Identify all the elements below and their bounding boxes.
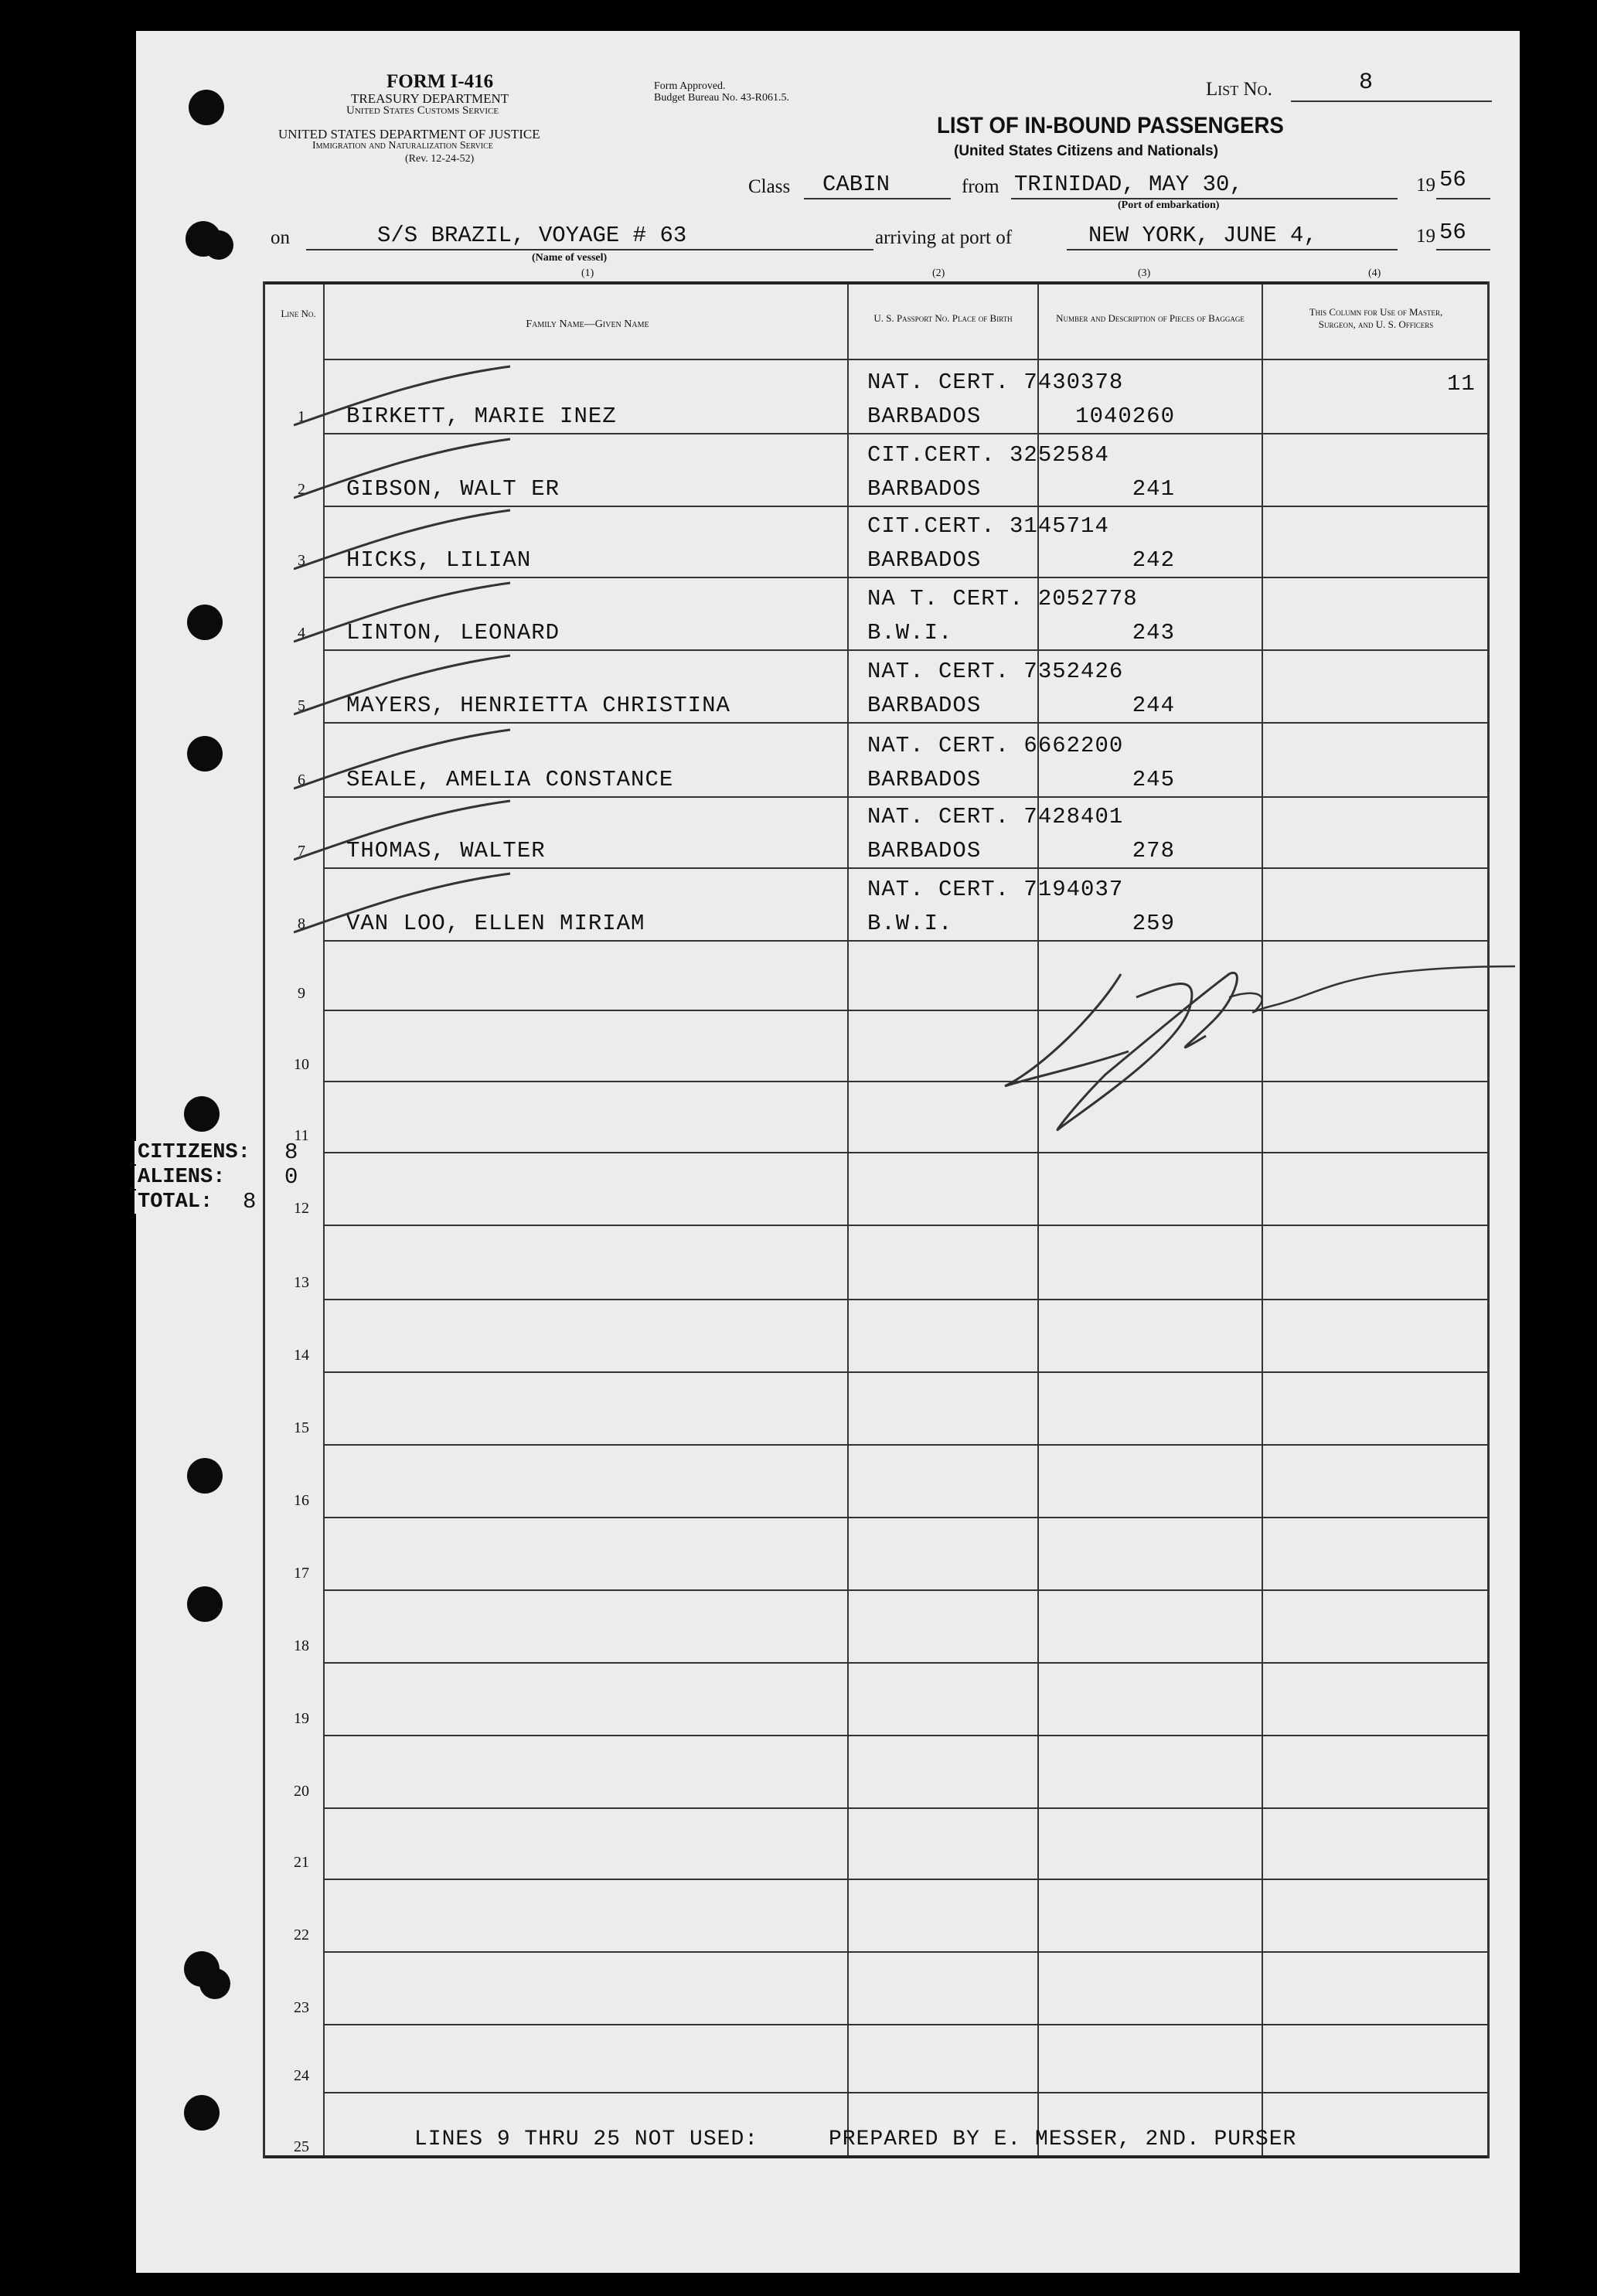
line-number: 11 [294, 1127, 309, 1144]
passenger-name: THOMAS, WALTER [346, 838, 546, 864]
list-no-label: List No. [1206, 79, 1272, 100]
header-baggage: Number and Description of Pieces of Baggage [1056, 312, 1245, 324]
passenger-name: GIBSON, WALT ER [346, 476, 560, 502]
vessel-caption: (Name of vessel) [532, 252, 608, 264]
line-number: 20 [294, 1783, 309, 1800]
binder-hole [204, 230, 233, 260]
line-number: 3 [298, 552, 305, 569]
table-bottom-border [263, 2155, 1489, 2158]
line-number: 25 [294, 2138, 309, 2155]
list-no-underline [1291, 100, 1492, 102]
entry-check-stroke [294, 874, 510, 932]
from-label: from [962, 176, 999, 197]
prepared-by: PREPARED BY E. MESSER, 2ND. PURSER [829, 2127, 1297, 2151]
year-2: 56 [1439, 220, 1466, 245]
col-number-2: (2) [932, 267, 945, 279]
passenger-name: VAN LOO, ELLEN MIRIAM [346, 911, 645, 936]
customs-service: United States Customs Service [346, 104, 499, 117]
year-prefix-2: 19 [1416, 226, 1435, 247]
baggage-number: 244 [1132, 693, 1175, 718]
port-caption: (Port of embarkation) [1118, 199, 1220, 211]
arriving-label: arriving at port of [875, 227, 1013, 248]
row-rule [323, 2024, 1487, 2025]
lines-not-used: LINES 9 THRU 25 NOT USED: [414, 2127, 759, 2151]
list-no-value: 8 [1359, 70, 1374, 96]
baggage-number: 242 [1132, 547, 1175, 573]
line-number: 21 [294, 1854, 309, 1871]
line-number: 6 [298, 772, 305, 789]
line-number: 5 [298, 697, 305, 714]
on-label: on [271, 227, 290, 248]
year-2-underline [1436, 249, 1490, 250]
passport-cert: NA T. CERT. 2052778 [867, 586, 1138, 611]
col-number-4: (4) [1368, 267, 1381, 279]
form-subtitle: (United States Citizens and Nationals) [954, 143, 1219, 159]
class-value: CABIN [822, 172, 890, 197]
passenger-name: BIRKETT, MARIE INEZ [346, 404, 617, 429]
row-rule [323, 1951, 1487, 1953]
entry-check-stroke [294, 801, 510, 860]
entry-check-stroke [294, 583, 510, 642]
row-rule [323, 1444, 1487, 1446]
passport-cert: NAT. CERT. 7430378 [867, 370, 1124, 395]
line-number: 22 [294, 1926, 309, 1943]
header-passport: U. S. Passport No. Place of Birth [873, 312, 1013, 324]
col-number-3: (3) [1138, 267, 1151, 279]
place-of-birth: B.W.I. [867, 911, 953, 936]
entry-check-stroke [294, 510, 510, 569]
aliens-count: 0 [284, 1164, 298, 1190]
row-rule [323, 1371, 1487, 1373]
line-number: 2 [298, 481, 305, 498]
entry-check-stroke [294, 366, 510, 425]
year-1-underline [1436, 198, 1490, 199]
col-divider-baggage [1262, 284, 1263, 2155]
citizens-count: 8 [284, 1139, 298, 1165]
line-number: 19 [294, 1710, 309, 1727]
line-number: 24 [294, 2067, 309, 2084]
table-right-border [1487, 281, 1490, 2158]
line-number: 10 [294, 1056, 309, 1073]
line-number: 14 [294, 1347, 309, 1364]
col-divider-name [847, 284, 849, 2155]
line-number: 15 [294, 1419, 309, 1436]
binder-hole [184, 1096, 220, 1132]
line-number: 17 [294, 1565, 309, 1582]
line-number: 23 [294, 1999, 309, 2016]
form-number: FORM I-416 [386, 71, 494, 92]
total-count: 8 [243, 1189, 257, 1214]
header-family-name: Family Name—Given Name [526, 319, 649, 330]
form-title: LIST OF IN-BOUND PASSENGERS [937, 113, 1284, 138]
entry-check-stroke [294, 656, 510, 714]
binder-hole [189, 90, 224, 125]
line-number: 12 [294, 1200, 309, 1217]
line-number: 13 [294, 1274, 309, 1291]
passport-cert: CIT.CERT. 3145714 [867, 513, 1109, 539]
line-number: 7 [298, 843, 305, 860]
baggage-number: 243 [1132, 620, 1175, 646]
entry-check-stroke [294, 730, 510, 789]
arrival-port: NEW YORK, JUNE 4, [1088, 223, 1317, 248]
check-strokes [294, 340, 727, 959]
binder-hole [187, 1458, 223, 1494]
place-of-birth: BARBADOS [867, 838, 982, 864]
line-number: 18 [294, 1637, 309, 1654]
baggage-number: 278 [1132, 838, 1175, 864]
ins-service: Immigration and Naturalization Service [312, 140, 493, 152]
row-rule [323, 1299, 1487, 1300]
table-top-border [263, 281, 1489, 284]
row-rule [323, 1662, 1487, 1664]
passenger-name: LINTON, LEONARD [346, 620, 560, 646]
header-officers: This Column for Use of Master, Surgeon, and U. S. Officers [1309, 306, 1443, 330]
form-revision: (Rev. 12-24-52) [405, 153, 475, 165]
justice-dept: UNITED STATES DEPARTMENT OF JUSTICE [278, 127, 540, 141]
passport-cert: NAT. CERT. 7428401 [867, 804, 1124, 829]
baggage-number: 241 [1132, 476, 1175, 502]
class-underline [804, 198, 951, 199]
col-number-1: (1) [581, 267, 594, 279]
line-number: 8 [298, 915, 305, 932]
approval-note: Form Approved. [654, 80, 726, 92]
line-number: 1 [298, 408, 305, 425]
year-1: 56 [1439, 167, 1466, 192]
passport-cert: CIT.CERT. 3252584 [867, 442, 1109, 468]
total-label: TOTAL: [135, 1191, 216, 1214]
line-number: 16 [294, 1492, 309, 1509]
vessel-underline [306, 249, 873, 250]
binder-hole [187, 1586, 223, 1622]
line-number: 4 [298, 625, 305, 642]
place-of-birth: BARBADOS [867, 404, 982, 429]
binder-hole [199, 1968, 230, 1999]
place-of-birth: BARBADOS [867, 767, 982, 792]
citizens-label: CITIZENS: [135, 1141, 254, 1164]
place-of-birth: BARBADOS [867, 547, 982, 573]
baggage-number: 259 [1132, 911, 1175, 936]
place-of-birth: B.W.I. [867, 620, 953, 646]
row-rule [323, 1225, 1487, 1226]
passenger-name: MAYERS, HENRIETTA CHRISTINA [346, 693, 730, 718]
place-of-birth: BARBADOS [867, 476, 982, 502]
header-line-no: Line No. [281, 308, 316, 319]
officer-signature [997, 951, 1523, 1136]
officer-note: 11 [1447, 371, 1476, 397]
row-rule [323, 1517, 1487, 1518]
baggage-number: 245 [1132, 767, 1175, 792]
row-rule [323, 1589, 1487, 1591]
aliens-label: ALIENS: [135, 1166, 228, 1189]
treasury-dept: TREASURY DEPARTMENT [351, 91, 509, 106]
baggage-number: 1040260 [1075, 404, 1175, 429]
row-rule [323, 2092, 1487, 2093]
row-rule [323, 1879, 1487, 1880]
arrival-underline [1067, 249, 1398, 250]
passport-cert: NAT. CERT. 6662200 [867, 733, 1124, 758]
binder-hole [187, 736, 223, 772]
vessel-name: S/S BRAZIL, VOYAGE # 63 [377, 223, 687, 248]
passenger-name: SEALE, AMELIA CONSTANCE [346, 767, 674, 792]
place-of-birth: BARBADOS [867, 693, 982, 718]
budget-bureau: Budget Bureau No. 43-R061.5. [654, 92, 789, 104]
year-prefix: 19 [1416, 175, 1435, 196]
row-rule [323, 1735, 1487, 1736]
class-label: Class [748, 176, 791, 197]
line-number: 9 [298, 985, 305, 1002]
passport-cert: NAT. CERT. 7194037 [867, 877, 1124, 902]
entry-check-stroke [294, 439, 510, 498]
passport-cert: NAT. CERT. 7352426 [867, 659, 1124, 684]
row-rule [323, 1152, 1487, 1153]
binder-hole [184, 2095, 220, 2131]
passenger-name: HICKS, LILIAN [346, 547, 532, 573]
from-value: TRINIDAD, MAY 30, [1014, 172, 1243, 197]
table-left-border [263, 281, 265, 2158]
binder-hole [187, 605, 223, 640]
row-rule [323, 1807, 1487, 1809]
